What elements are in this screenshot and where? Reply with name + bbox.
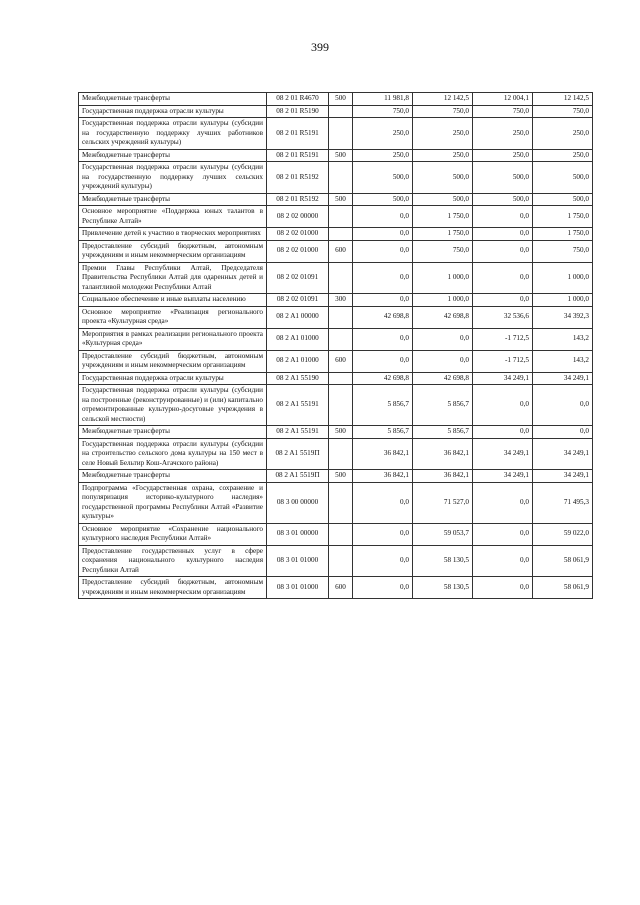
expense-type-cell <box>329 162 353 194</box>
table-row <box>79 482 593 523</box>
amount-col2-cell: 58 130,5 <box>413 577 473 599</box>
table-row <box>79 328 593 350</box>
amount-col4-cell: 59 022,0 <box>533 523 593 545</box>
row-name-cell: Предоставление субсидий бюджетным, автономным учреждениям и иным некоммерческим организациям <box>79 577 267 599</box>
table-row <box>79 206 593 228</box>
table-row <box>79 306 593 328</box>
row-name-cell: Предоставление государственных услуг в сфере сохранения национального культурного наследия Республики Алтай <box>79 545 267 577</box>
table-row <box>79 577 593 599</box>
amount-col1-cell: 500,0 <box>353 193 413 206</box>
amount-col2-cell: 0,0 <box>413 350 473 372</box>
amount-col4-cell: 500,0 <box>533 162 593 194</box>
table-row <box>79 523 593 545</box>
amount-col4-cell: 34 249,1 <box>533 470 593 483</box>
table-row <box>79 193 593 206</box>
amount-col3-cell: 12 004,1 <box>473 93 533 106</box>
amount-col4-cell: 34 249,1 <box>533 438 593 470</box>
table-row <box>79 470 593 483</box>
amount-col2-cell: 750,0 <box>413 240 473 262</box>
target-code-cell: 08 2 01 R4670 <box>267 93 329 106</box>
amount-col4-cell: 250,0 <box>533 118 593 150</box>
amount-col4-cell: 12 142,5 <box>533 93 593 106</box>
target-code-cell: 08 2 A1 00000 <box>267 306 329 328</box>
expense-type-cell: 500 <box>329 193 353 206</box>
amount-col3-cell: 0,0 <box>473 240 533 262</box>
row-name-cell: Государственная поддержка отрасли культуры (субсидии на государственную поддержку лучших сельских учреждений культуры) <box>79 162 267 194</box>
target-code-cell: 08 2 01 R5192 <box>267 162 329 194</box>
amount-col3-cell: 0,0 <box>473 228 533 241</box>
target-code-cell: 08 2 A1 01000 <box>267 328 329 350</box>
amount-col3-cell: 0,0 <box>473 262 533 294</box>
page-number: 399 <box>311 40 329 54</box>
amount-col3-cell: 32 536,6 <box>473 306 533 328</box>
table-row <box>79 240 593 262</box>
table-row <box>79 426 593 439</box>
expense-type-cell <box>329 105 353 118</box>
row-name-cell: Государственная поддержка отрасли культуры <box>79 105 267 118</box>
expense-type-cell <box>329 372 353 385</box>
amount-col3-cell: 0,0 <box>473 294 533 307</box>
amount-col4-cell: 0,0 <box>533 426 593 439</box>
expense-type-cell: 500 <box>329 426 353 439</box>
amount-col3-cell: 250,0 <box>473 149 533 162</box>
target-code-cell: 08 2 A1 5519П <box>267 470 329 483</box>
row-name-cell: Мероприятия в рамках реализации регионального проекта «Культурная среда» <box>79 328 267 350</box>
amount-col3-cell: 0,0 <box>473 482 533 523</box>
amount-col2-cell: 0,0 <box>413 328 473 350</box>
amount-col2-cell: 250,0 <box>413 118 473 150</box>
row-name-cell: Межбюджетные трансферты <box>79 470 267 483</box>
amount-col2-cell: 1 000,0 <box>413 262 473 294</box>
expense-type-cell <box>329 482 353 523</box>
expense-type-cell <box>329 206 353 228</box>
amount-col2-cell: 36 842,1 <box>413 470 473 483</box>
table-row <box>79 294 593 307</box>
expense-type-cell <box>329 118 353 150</box>
table-row <box>79 385 593 426</box>
amount-col1-cell: 0,0 <box>353 545 413 577</box>
table-row <box>79 372 593 385</box>
target-code-cell: 08 2 A1 55190 <box>267 372 329 385</box>
amount-col3-cell: 0,0 <box>473 206 533 228</box>
table-row <box>79 162 593 194</box>
amount-col1-cell: 36 842,1 <box>353 470 413 483</box>
target-code-cell: 08 2 01 R5191 <box>267 118 329 150</box>
amount-col1-cell: 0,0 <box>353 350 413 372</box>
row-name-cell: Предоставление субсидий бюджетным, автономным учреждениям и иным некоммерческим организациям <box>79 240 267 262</box>
amount-col4-cell: 1 000,0 <box>533 294 593 307</box>
expense-type-cell <box>329 523 353 545</box>
table-row <box>79 350 593 372</box>
target-code-cell: 08 2 01 R5191 <box>267 149 329 162</box>
amount-col1-cell: 250,0 <box>353 118 413 150</box>
amount-col4-cell: 1 750,0 <box>533 228 593 241</box>
table-row <box>79 438 593 470</box>
amount-col4-cell: 71 495,3 <box>533 482 593 523</box>
amount-col3-cell: 0,0 <box>473 577 533 599</box>
expense-type-cell: 600 <box>329 240 353 262</box>
amount-col2-cell: 71 527,0 <box>413 482 473 523</box>
target-code-cell: 08 2 02 00000 <box>267 206 329 228</box>
row-name-cell: Межбюджетные трансферты <box>79 426 267 439</box>
amount-col3-cell: 0,0 <box>473 426 533 439</box>
amount-col2-cell: 59 053,7 <box>413 523 473 545</box>
amount-col2-cell: 750,0 <box>413 105 473 118</box>
amount-col4-cell: 250,0 <box>533 149 593 162</box>
amount-col1-cell: 5 856,7 <box>353 385 413 426</box>
amount-col4-cell: 58 061,9 <box>533 577 593 599</box>
expense-type-cell: 500 <box>329 93 353 106</box>
expense-type-cell <box>329 545 353 577</box>
table-body <box>79 93 593 599</box>
row-name-cell: Предоставление субсидий бюджетным, автономным учреждениям и иным некоммерческим организациям <box>79 350 267 372</box>
amount-col1-cell: 0,0 <box>353 328 413 350</box>
amount-col2-cell: 1 750,0 <box>413 228 473 241</box>
expense-type-cell: 600 <box>329 577 353 599</box>
row-name-cell: Государственная поддержка отрасли культуры (субсидии на государственную поддержку лучших работников сельских учреждений культуры) <box>79 118 267 150</box>
budget-table <box>78 92 593 599</box>
expense-type-cell <box>329 385 353 426</box>
target-code-cell: 08 3 01 01000 <box>267 545 329 577</box>
target-code-cell: 08 2 A1 55191 <box>267 426 329 439</box>
amount-col4-cell: 143,2 <box>533 350 593 372</box>
row-name-cell: Подпрограмма «Государственная охрана, сохранение и популяризация историко-культурного наследия» государственной программы Республики Алтай «Развитие культуры» <box>79 482 267 523</box>
target-code-cell: 08 3 01 00000 <box>267 523 329 545</box>
amount-col2-cell: 58 130,5 <box>413 545 473 577</box>
table-row <box>79 105 593 118</box>
target-code-cell: 08 2 A1 01000 <box>267 350 329 372</box>
amount-col3-cell: 0,0 <box>473 385 533 426</box>
row-name-cell: Межбюджетные трансферты <box>79 149 267 162</box>
amount-col3-cell: 0,0 <box>473 523 533 545</box>
row-name-cell: Основное мероприятие «Реализация регионального проекта «Культурная среда» <box>79 306 267 328</box>
row-name-cell: Основное мероприятие «Поддержка юных талантов в Республике Алтай» <box>79 206 267 228</box>
amount-col4-cell: 1 000,0 <box>533 262 593 294</box>
amount-col1-cell: 0,0 <box>353 262 413 294</box>
amount-col2-cell: 42 698,8 <box>413 306 473 328</box>
amount-col3-cell: 34 249,1 <box>473 438 533 470</box>
row-name-cell: Привлечение детей к участию в творческих мероприятиях <box>79 228 267 241</box>
expense-type-cell <box>329 438 353 470</box>
amount-col3-cell: 0,0 <box>473 545 533 577</box>
amount-col2-cell: 1 000,0 <box>413 294 473 307</box>
amount-col1-cell: 0,0 <box>353 482 413 523</box>
row-name-cell: Основное мероприятие «Сохранение национального культурного наследия Республики Алтай» <box>79 523 267 545</box>
amount-col4-cell: 0,0 <box>533 385 593 426</box>
amount-col3-cell: 500,0 <box>473 193 533 206</box>
amount-col4-cell: 143,2 <box>533 328 593 350</box>
row-name-cell: Премии Главы Республики Алтай, Председателя Правительства Республики Алтай для одаренных детей и талантливой молодежи Республики Алтай <box>79 262 267 294</box>
amount-col4-cell: 750,0 <box>533 105 593 118</box>
amount-col2-cell: 500,0 <box>413 193 473 206</box>
expense-type-cell <box>329 306 353 328</box>
amount-col3-cell: 250,0 <box>473 118 533 150</box>
amount-col1-cell: 11 981,8 <box>353 93 413 106</box>
amount-col4-cell: 750,0 <box>533 240 593 262</box>
row-name-cell: Государственная поддержка отрасли культуры (субсидии на строительство сельского дома культуры на 150 мест в селе Новый Бельтир Кош-Агачского района) <box>79 438 267 470</box>
amount-col4-cell: 1 750,0 <box>533 206 593 228</box>
amount-col4-cell: 34 249,1 <box>533 372 593 385</box>
amount-col2-cell: 36 842,1 <box>413 438 473 470</box>
amount-col1-cell: 500,0 <box>353 162 413 194</box>
target-code-cell: 08 2 02 01091 <box>267 294 329 307</box>
target-code-cell: 08 2 A1 5519П <box>267 438 329 470</box>
table-row <box>79 149 593 162</box>
expense-type-cell: 600 <box>329 350 353 372</box>
amount-col3-cell: -1 712,5 <box>473 328 533 350</box>
table-row <box>79 118 593 150</box>
amount-col1-cell: 0,0 <box>353 240 413 262</box>
expense-type-cell <box>329 228 353 241</box>
expense-type-cell: 500 <box>329 470 353 483</box>
target-code-cell: 08 2 01 R5190 <box>267 105 329 118</box>
amount-col2-cell: 1 750,0 <box>413 206 473 228</box>
amount-col2-cell: 12 142,5 <box>413 93 473 106</box>
expense-type-cell: 300 <box>329 294 353 307</box>
amount-col1-cell: 750,0 <box>353 105 413 118</box>
amount-col1-cell: 0,0 <box>353 228 413 241</box>
target-code-cell: 08 2 02 01000 <box>267 228 329 241</box>
amount-col1-cell: 0,0 <box>353 294 413 307</box>
target-code-cell: 08 3 00 00000 <box>267 482 329 523</box>
amount-col1-cell: 42 698,8 <box>353 372 413 385</box>
target-code-cell: 08 2 01 R5192 <box>267 193 329 206</box>
table-row <box>79 262 593 294</box>
target-code-cell: 08 2 02 01000 <box>267 240 329 262</box>
amount-col1-cell: 0,0 <box>353 577 413 599</box>
row-name-cell: Государственная поддержка отрасли культуры <box>79 372 267 385</box>
table-row <box>79 545 593 577</box>
row-name-cell: Межбюджетные трансферты <box>79 93 267 106</box>
table-row <box>79 93 593 106</box>
amount-col2-cell: 42 698,8 <box>413 372 473 385</box>
expense-type-cell: 500 <box>329 149 353 162</box>
amount-col2-cell: 250,0 <box>413 149 473 162</box>
row-name-cell: Государственная поддержка отрасли культуры (субсидии на построенные (реконструированные) и (или) капитально отремонтированные культурно-досуговые учреждения в сельской местности) <box>79 385 267 426</box>
amount-col3-cell: -1 712,5 <box>473 350 533 372</box>
row-name-cell: Межбюджетные трансферты <box>79 193 267 206</box>
amount-col2-cell: 500,0 <box>413 162 473 194</box>
amount-col1-cell: 0,0 <box>353 523 413 545</box>
target-code-cell: 08 2 02 01091 <box>267 262 329 294</box>
amount-col1-cell: 42 698,8 <box>353 306 413 328</box>
target-code-cell: 08 2 A1 55191 <box>267 385 329 426</box>
amount-col4-cell: 58 061,9 <box>533 545 593 577</box>
amount-col4-cell: 500,0 <box>533 193 593 206</box>
amount-col1-cell: 36 842,1 <box>353 438 413 470</box>
table-row <box>79 228 593 241</box>
expense-type-cell <box>329 262 353 294</box>
expense-type-cell <box>329 328 353 350</box>
amount-col1-cell: 5 856,7 <box>353 426 413 439</box>
amount-col3-cell: 34 249,1 <box>473 470 533 483</box>
amount-col3-cell: 500,0 <box>473 162 533 194</box>
amount-col3-cell: 750,0 <box>473 105 533 118</box>
target-code-cell: 08 3 01 01000 <box>267 577 329 599</box>
amount-col1-cell: 0,0 <box>353 206 413 228</box>
amount-col3-cell: 34 249,1 <box>473 372 533 385</box>
amount-col2-cell: 5 856,7 <box>413 426 473 439</box>
row-name-cell: Социальное обеспечение и иные выплаты населению <box>79 294 267 307</box>
amount-col4-cell: 34 392,3 <box>533 306 593 328</box>
amount-col1-cell: 250,0 <box>353 149 413 162</box>
amount-col2-cell: 5 856,7 <box>413 385 473 426</box>
